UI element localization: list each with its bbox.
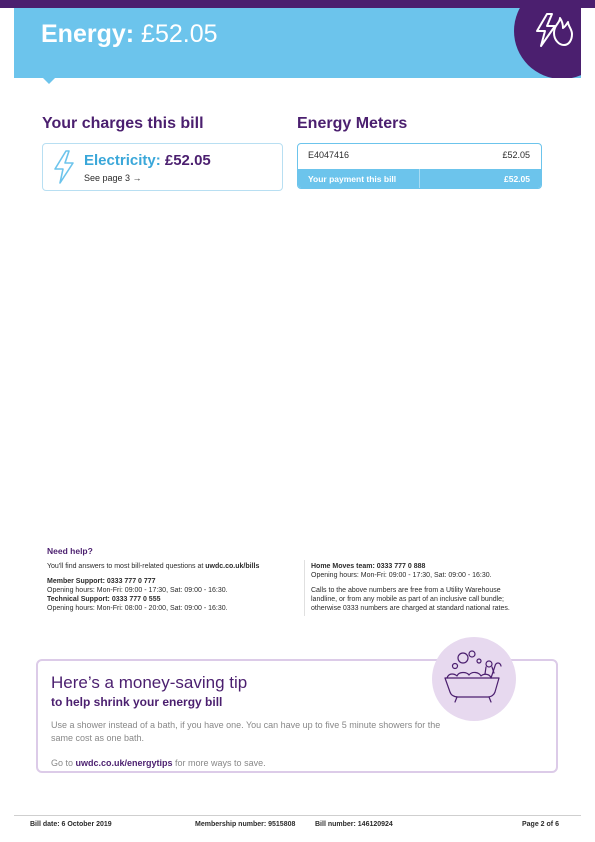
top-strip xyxy=(0,0,595,8)
meter-row xyxy=(298,144,541,168)
meters-heading: Energy Meters xyxy=(297,115,408,132)
electricity-amount: £52.05 xyxy=(164,152,211,169)
footer-divider xyxy=(14,815,581,816)
energy-banner xyxy=(14,8,581,78)
payment-separator xyxy=(419,169,420,189)
tip-go-suffix: for more ways to save. xyxy=(172,758,266,768)
bills-link[interactable]: uwdc.co.uk/bills xyxy=(205,563,260,570)
bill-number: Bill number: 146120924 xyxy=(315,821,393,828)
bill-date: Bill date: 6 October 2019 xyxy=(30,821,112,828)
tip-go-prefix: Go to xyxy=(51,758,76,768)
tip-body: Use a shower instead of a bath, if you have one. You can have up to five 5 minute showers for the same cost as one bath. xyxy=(51,720,441,743)
payment-row xyxy=(298,169,541,189)
technical-support-number: Technical Support: 0333 777 0 555 xyxy=(47,596,161,603)
tip-subtitle: to help shrink your energy bill xyxy=(51,695,223,709)
member-support xyxy=(47,577,156,586)
title-value: £52.05 xyxy=(141,20,218,48)
electricity-label: Electricity: xyxy=(84,152,161,169)
help-divider xyxy=(304,560,305,616)
see-page-link[interactable]: See page 3 → xyxy=(84,173,142,183)
title-label: Energy: xyxy=(41,20,135,48)
home-moves-number: Home Moves team: 0333 777 0 888 xyxy=(311,563,426,570)
help-intro xyxy=(47,562,259,571)
banner-notch xyxy=(42,77,56,84)
page-number: Page 2 of 6 xyxy=(522,821,559,828)
payment-amount: £52.05 xyxy=(504,174,530,184)
member-support-number: Member Support: 0333 777 0 777 xyxy=(47,578,156,585)
energytips-link[interactable]: uwdc.co.uk/energytips xyxy=(75,758,173,768)
charges-heading: Your charges this bill xyxy=(42,115,204,132)
tip-link-line xyxy=(51,758,266,768)
help-intro-text: You'll find answers to most bill-related questions at xyxy=(47,563,206,570)
home-moves xyxy=(311,562,425,571)
member-hours: Opening hours: Mon-Fri: 09:00 - 17:30, Sat: 09:00 - 16:30. xyxy=(47,587,228,594)
calls-note-1: Calls to the above numbers are free from a Utility Warehouse xyxy=(311,587,501,594)
electricity-charge-card xyxy=(42,143,283,191)
calls-note-3: otherwise 0333 numbers are charged at standard national rates. xyxy=(311,605,510,612)
bathtub-icon xyxy=(441,646,507,708)
energy-meters-table xyxy=(297,143,542,189)
technical-support xyxy=(47,595,160,604)
technical-hours: Opening hours: Mon-Fri: 08:00 - 20:00, Sat: 09:00 - 16:30. xyxy=(47,605,228,612)
payment-label: Your payment this bill xyxy=(308,174,397,184)
lightning-icon xyxy=(53,150,75,184)
tip-title: Here’s a money-saving tip xyxy=(51,673,248,692)
home-moves-hours: Opening hours: Mon-Fri: 09:00 - 17:30, Sat: 09:00 - 16:30. xyxy=(311,572,492,579)
page-title xyxy=(41,20,218,49)
calls-note-2: landline, or from any mobile as part of an inclusive call bundle; xyxy=(311,596,504,603)
lightning-flame-icon xyxy=(532,12,574,48)
membership-number: Membership number: 9515808 xyxy=(195,821,296,828)
meter-id: E4047416 xyxy=(308,150,350,160)
electricity-charge xyxy=(84,152,211,169)
help-title: Need help? xyxy=(47,546,93,556)
meter-amount: £52.05 xyxy=(502,150,530,160)
